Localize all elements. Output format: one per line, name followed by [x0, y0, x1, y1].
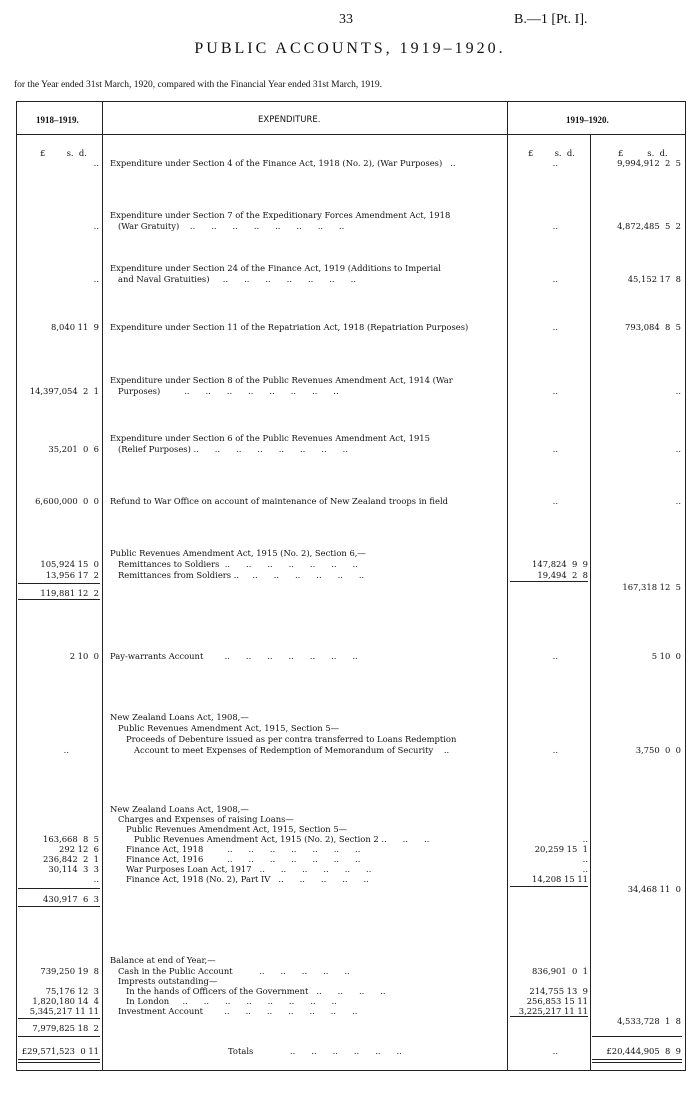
amount-1919-1920: ..: [675, 496, 681, 506]
amount-1919-1920-detail: 14,208 15 11: [532, 874, 588, 884]
sum-rule: [510, 581, 588, 582]
expenditure-description: Balance at end of Year,—: [110, 955, 216, 965]
sum-rule: [18, 1059, 100, 1060]
expenditure-description: New Zealand Loans Act, 1908,—: [110, 712, 249, 722]
subtotal-1919-1920: 4,533,728 1 8: [617, 1016, 681, 1026]
amount-1919-1920-detail: ..: [582, 834, 588, 844]
column-divider: [507, 101, 508, 1070]
amount-1919-1920-detail: ..: [552, 1046, 558, 1056]
grand-total-1918-1919: £29,571,523 0 11: [21, 1046, 99, 1056]
amount-1918-1919: ..: [93, 158, 99, 168]
expenditure-description: Expenditure under Section 6 of the Public Revenues Amendment Act, 1915: [110, 433, 430, 443]
document-reference: B.—1 [Pt. I].: [514, 12, 588, 27]
expenditure-description: Public Revenues Amendment Act, 1915 (No. 2), Section 6,—: [110, 548, 366, 558]
amount-1918-1919: ..: [63, 745, 69, 755]
amount-1918-1919: 163,668 8 5: [43, 834, 99, 844]
sum-rule: [592, 1062, 682, 1063]
sum-rule: [18, 1018, 100, 1019]
amount-1918-1919: 5,345,217 11 11: [29, 1006, 99, 1016]
expenditure-description: (War Gratuity) .. .. .. .. .. .. .. ..: [110, 221, 345, 231]
sum-rule: [18, 583, 100, 584]
sum-rule: [18, 1036, 100, 1037]
currency-heading: £ s. d.: [528, 148, 575, 158]
sum-rule: [510, 1016, 588, 1017]
sum-rule: [592, 1059, 682, 1060]
amount-1919-1920-detail: ..: [552, 496, 558, 506]
subtotal-1918-1919: 430,917 6 3: [43, 894, 99, 904]
expenditure-description: Pay-warrants Account .. .. .. .. .. .. ..: [110, 651, 358, 661]
amount-1919-1920-detail: 20,259 15 1: [534, 844, 588, 854]
amount-1919-1920: 4,872,485 5 2: [617, 221, 681, 231]
expenditure-sub-item: In London .. .. .. .. .. .. .. ..: [110, 996, 337, 1006]
amount-1918-1919: ..: [93, 274, 99, 284]
subtotal-1919-1920: 34,468 11 0: [627, 884, 681, 894]
sum-rule: [510, 886, 588, 887]
sum-rule: [18, 906, 100, 907]
amount-1919-1920-detail: ..: [552, 221, 558, 231]
amount-1919-1920: 9,994,912 2 5: [617, 158, 681, 168]
amount-1919-1920-detail: ..: [552, 651, 558, 661]
expenditure-description: Expenditure under Section 7 of the Expeditionary Forces Amendment Act, 1918: [110, 210, 451, 220]
amount-1918-1919: 2 10 0: [69, 651, 99, 661]
amount-1919-1920-detail: ..: [552, 158, 558, 168]
sum-rule: [18, 1062, 100, 1063]
column-divider: [102, 101, 103, 1070]
grand-total-1919-1920: £20,444,905 8 9: [606, 1046, 681, 1056]
expenditure-sub-item: Remittances from Soldiers .. .. .. .. .. .. ..: [110, 570, 365, 580]
amount-1918-1919: ..: [93, 221, 99, 231]
expenditure-sub-item: War Purposes Loan Act, 1917 .. .. .. .. .. ..: [110, 864, 372, 874]
amount-1918-1919: 739,250 19 8: [40, 966, 99, 976]
expenditure-sub-item: Cash in the Public Account .. .. .. .. ..: [110, 966, 350, 976]
expenditure-description: New Zealand Loans Act, 1908,—: [110, 804, 249, 814]
header-rule: [16, 134, 685, 135]
amount-1918-1919: ..: [93, 874, 99, 884]
amount-1919-1920-detail: ..: [582, 864, 588, 874]
amount-1919-1920-detail: ..: [552, 444, 558, 454]
expenditure-description: Charges and Expenses of raising Loans—: [110, 814, 294, 824]
expenditure-sub-item: In the hands of Officers of the Government .. .. .. ..: [110, 986, 386, 996]
amount-1918-1919: 292 12 6: [59, 844, 99, 854]
expenditure-description: Expenditure under Section 11 of the Repatriation Act, 1918 (Repatriation Purposes): [110, 322, 469, 332]
column-header-expenditure: EXPENDITURE.: [258, 115, 321, 125]
amount-1918-1919: 105,924 15 0: [40, 559, 99, 569]
subtotal-1918-1919: 7,979,825 18 2: [32, 1023, 99, 1033]
sum-rule: [18, 888, 100, 889]
amount-1918-1919: 13,956 17 2: [45, 570, 99, 580]
expenditure-description: and Naval Gratuities) .. .. .. .. .. .. ..: [110, 274, 356, 284]
expenditure-description: Proceeds of Debenture issued as per contra transferred to Loans Redemption: [110, 734, 457, 744]
amount-1919-1920-detail: ..: [552, 274, 558, 284]
expenditure-sub-item: Finance Act, 1918 (No. 2), Part IV .. .. .. .. ..: [110, 874, 369, 884]
amount-1918-1919: 14,397,054 2 1: [29, 386, 99, 396]
amount-1919-1920-detail: 836,901 0 1: [532, 966, 588, 976]
amount-1918-1919: 1,820,180 14 4: [32, 996, 99, 1006]
expenditure-description: Account to meet Expenses of Redemption of Memorandum of Security ..: [110, 745, 450, 755]
amount-1919-1920: 3,750 0 0: [635, 745, 681, 755]
amount-1919-1920-detail: 19,494 2 8: [537, 570, 588, 580]
expenditure-sub-item: Investment Account .. .. .. .. .. .. ..: [110, 1006, 358, 1016]
sum-rule: [18, 599, 100, 600]
expenditure-sub-item: Public Revenues Amendment Act, 1915 (No. 2), Section 2 .. .. ..: [110, 834, 430, 844]
amount-1919-1920-detail: 214,755 13 9: [529, 986, 588, 996]
expenditure-description: Public Revenues Amendment Act, 1915, Section 5—: [110, 723, 340, 733]
leader-dots: .. .. .. .. .. ..: [290, 1046, 402, 1056]
sum-rule: [592, 1036, 682, 1037]
subtotal-1918-1919: 119,881 12 2: [40, 588, 99, 598]
column-header-1918-1919: 1918–1919.: [36, 115, 79, 125]
totals-label: Totals: [228, 1046, 254, 1056]
currency-heading: £ s. d.: [618, 148, 668, 158]
amount-1918-1919: 236,842 2 1: [43, 854, 99, 864]
expenditure-sub-item: Finance Act, 1916 .. .. .. .. .. .. ..: [110, 854, 361, 864]
expenditure-description: Expenditure under Section 4 of the Finance Act, 1918 (No. 2), (War Purposes) ..: [110, 158, 456, 168]
column-header-1919-1920: 1919–1920.: [566, 115, 609, 125]
amount-1918-1919: 6,600,000 0 0: [35, 496, 99, 506]
amount-1919-1920: 45,152 17 8: [627, 274, 681, 284]
expenditure-sub-item: Remittances to Soldiers .. .. .. .. .. .. ..: [110, 559, 358, 569]
amount-1919-1920: ..: [675, 444, 681, 454]
expenditure-sub-item: Imprests outstanding—: [110, 976, 218, 986]
amount-1918-1919: 8,040 11 9: [51, 322, 99, 332]
expenditure-description: Expenditure under Section 8 of the Public Revenues Amendment Act, 1914 (War: [110, 375, 453, 385]
page-title: PUBLIC ACCOUNTS, 1919–1920.: [194, 40, 506, 57]
amount-1919-1920-detail: 3,225,217 11 11: [518, 1006, 588, 1016]
expenditure-description: Public Revenues Amendment Act, 1915, Section 5—: [110, 824, 348, 834]
accounts-table: [16, 101, 686, 1071]
amount-1919-1920-detail: ..: [552, 386, 558, 396]
amount-1919-1920-detail: ..: [582, 854, 588, 864]
amount-1918-1919: 75,176 12 3: [45, 986, 99, 996]
amount-1919-1920-detail: ..: [552, 322, 558, 332]
expenditure-description: Refund to War Office on account of maintenance of New Zealand troops in field: [110, 496, 449, 506]
expenditure-sub-item: Finance Act, 1918 .. .. .. .. .. .. ..: [110, 844, 361, 854]
page-subtitle: for the Year ended 31st March, 1920, compared with the Financial Year ended 31st March, 1919.: [14, 80, 383, 90]
expenditure-description: Purposes) .. .. .. .. .. .. .. ..: [110, 386, 339, 396]
amount-1919-1920: 5 10 0: [651, 651, 681, 661]
amount-1919-1920-detail: ..: [552, 745, 558, 755]
amount-1918-1919: 30,114 3 3: [48, 864, 99, 874]
subtotal-1919-1920: 167,318 12 5: [622, 582, 681, 592]
currency-heading: £ s. d.: [40, 148, 87, 158]
amount-1919-1920-detail: 147,824 9 9: [532, 559, 588, 569]
amount-1918-1919: 35,201 0 6: [48, 444, 99, 454]
amount-1919-1920: ..: [675, 386, 681, 396]
amount-1919-1920-detail: 256,853 15 11: [526, 996, 588, 1006]
amount-1919-1920: 793,084 8 5: [625, 322, 681, 332]
page-number: 33: [339, 12, 353, 27]
column-divider: [590, 135, 591, 1070]
expenditure-description: Expenditure under Section 24 of the Finance Act, 1919 (Additions to Imperial: [110, 263, 441, 273]
expenditure-description: (Relief Purposes) .. .. .. .. .. .. .. ..: [110, 444, 348, 454]
